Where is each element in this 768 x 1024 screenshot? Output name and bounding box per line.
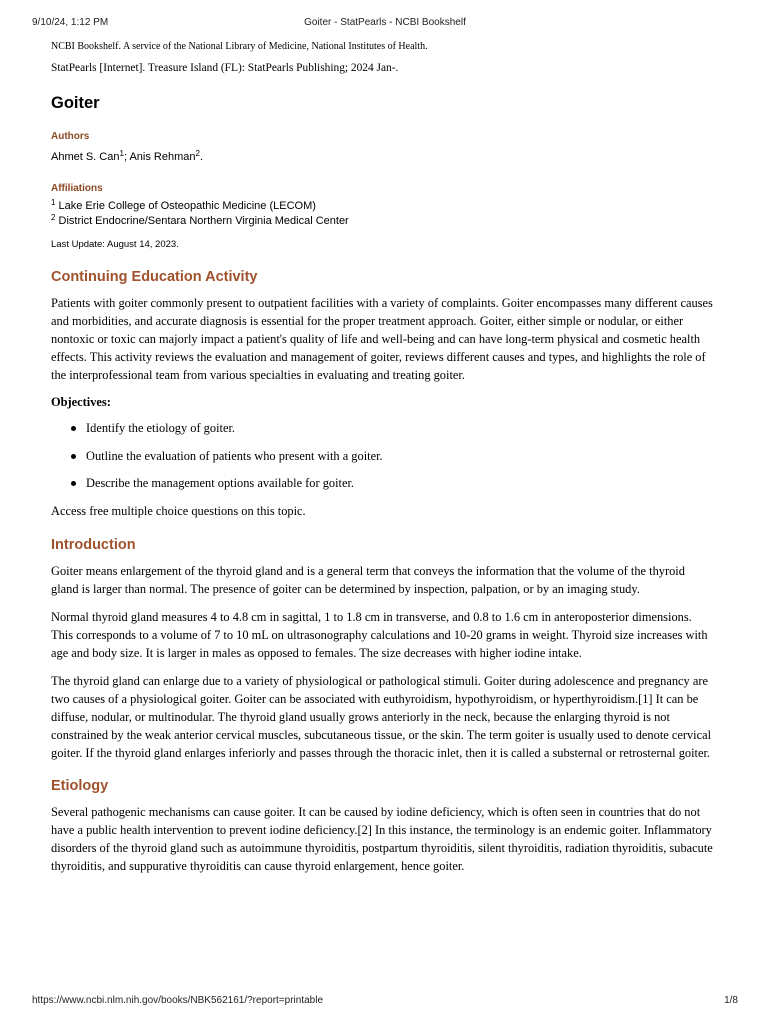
print-header-datetime: 9/10/24, 1:12 PM bbox=[32, 17, 109, 28]
author-name: Anis Rehman bbox=[129, 151, 196, 163]
article-content bbox=[51, 40, 714, 875]
bookshelf-note: NCBI Bookshelf. A service of the National Library of Medicine, National Institutes of Health. bbox=[51, 41, 428, 52]
author-name: Ahmet S. Can bbox=[51, 151, 120, 163]
objective-text: Identify the etiology of goiter. bbox=[86, 421, 235, 436]
affiliation-item bbox=[51, 214, 714, 229]
affiliations-label: Affiliations bbox=[51, 183, 103, 194]
access-mcq-text: Access free multiple choice questions on this topic. bbox=[51, 503, 306, 518]
section-heading-etiology: Etiology bbox=[51, 777, 109, 794]
affiliation-item bbox=[51, 199, 714, 214]
author-separator: . bbox=[199, 151, 204, 163]
section-heading-cea: Continuing Education Activity bbox=[51, 269, 258, 285]
bullet-icon bbox=[71, 481, 76, 486]
print-header-title: Goiter - StatPearls - NCBI Bookshelf bbox=[304, 17, 466, 28]
objectives-label: Objectives: bbox=[51, 395, 111, 410]
page-title: Goiter bbox=[51, 94, 100, 112]
list-item bbox=[51, 447, 714, 465]
author-superscript: 2 bbox=[195, 149, 200, 158]
citation: StatPearls [Internet]. Treasure Island (FL): StatPearls Publishing; 2024 Jan-. bbox=[51, 62, 399, 74]
paragraph: Patients with goiter commonly present to outpatient facilities with a variety of complaints. Goiter encompasses many different causes and morbidities, and accurate diagnosis is essential for the proper treatment approach. Goiter, either simple or nodular, or either nontoxic or toxic can majorly impact a patient's quality of life and well-being and can have long-term physical and cosmetic health effects. This activity reviews the evaluation and management of goiter, reviews different causes and types, and highlights the role of the interprofessional team from various specialties in evaluating and treating goiter. bbox=[51, 296, 713, 383]
bullet-icon bbox=[71, 454, 76, 459]
paragraph: Goiter means enlargement of the thyroid gland and is a general term that conveys the information that the volume of the thyroid gland is larger than normal. The presence of goiter can be determined by inspection, palpation, or by an imaging study. bbox=[51, 563, 685, 596]
affiliation-text: District Endocrine/Sentara Northern Virginia Medical Center bbox=[58, 215, 349, 227]
last-update: Last Update: August 14, 2023. bbox=[51, 239, 179, 250]
affiliation-superscript: 1 bbox=[51, 198, 56, 207]
author-superscript: 1 bbox=[119, 149, 124, 158]
authors-line bbox=[51, 149, 714, 165]
print-footer-page-number: 1/8 bbox=[724, 995, 738, 1006]
affiliation-text: Lake Erie College of Osteopathic Medicine (LECOM) bbox=[58, 200, 316, 212]
print-footer bbox=[32, 994, 738, 1008]
author-separator: ; bbox=[123, 151, 130, 163]
paragraph: Normal thyroid gland measures 4 to 4.8 cm in sagittal, 1 to 1.8 cm in transverse, and 0.8 to 1.6 cm in anteroposterior dimensions. This corresponds to a volume of 7 to 10 mL on ultrasonography calculations and 10-20 grams in weight. Thyroid size increases with age and body size. It is larger in males as opposed to females. The size decreases with higher iodine intake. bbox=[51, 609, 708, 661]
authors-label: Authors bbox=[51, 131, 90, 142]
affiliation-superscript: 2 bbox=[51, 213, 56, 222]
section-heading-introduction: Introduction bbox=[51, 536, 136, 553]
objectives-list bbox=[51, 419, 714, 492]
list-item bbox=[51, 474, 714, 492]
list-item bbox=[51, 419, 714, 437]
paragraph: The thyroid gland can enlarge due to a variety of physiological or pathological stimuli. Goiter during adolescence and pregnancy are two causes of a physiological goiter. Goiter can be associated with euthyroidism, hypothyroidism, or hyperthyroidism.[1] It can be diffuse, nodular, or multinodular. The thyroid gland usually grows anteriorly in the neck, because the enlarging thyroid is not constrained by the weak anterior cervical muscles, subcutaneous tissue, or the skin. The term goiter is usually used to denote cervical goiter. If the thyroid gland enlarges inferiorly and passes through the thoracic inlet, then it is called a substernal or retrosternal goiter. bbox=[51, 674, 712, 761]
print-header bbox=[32, 16, 738, 30]
objective-text: Describe the management options available for goiter. bbox=[86, 476, 355, 491]
paragraph: Several pathogenic mechanisms can cause goiter. It can be caused by iodine deficiency, which is often seen in countries that do not have a public health intervention to prevent iodine deficiency.[2] In this instance, the terminology is an endemic goiter. Inflammatory disorders of the thyroid gland such as autoimmune thyroiditis, postpartum thyroiditis, silent thyroiditis, radiation thyroiditis, subacute thyroiditis, and suppurative thyroiditis can cause thyroid enlargement, hence goiter. bbox=[51, 804, 713, 873]
objective-text: Outline the evaluation of patients who present with a goiter. bbox=[86, 448, 383, 463]
bullet-icon bbox=[71, 426, 76, 431]
print-footer-url: https://www.ncbi.nlm.nih.gov/books/NBK562161/?report=printable bbox=[32, 995, 324, 1006]
